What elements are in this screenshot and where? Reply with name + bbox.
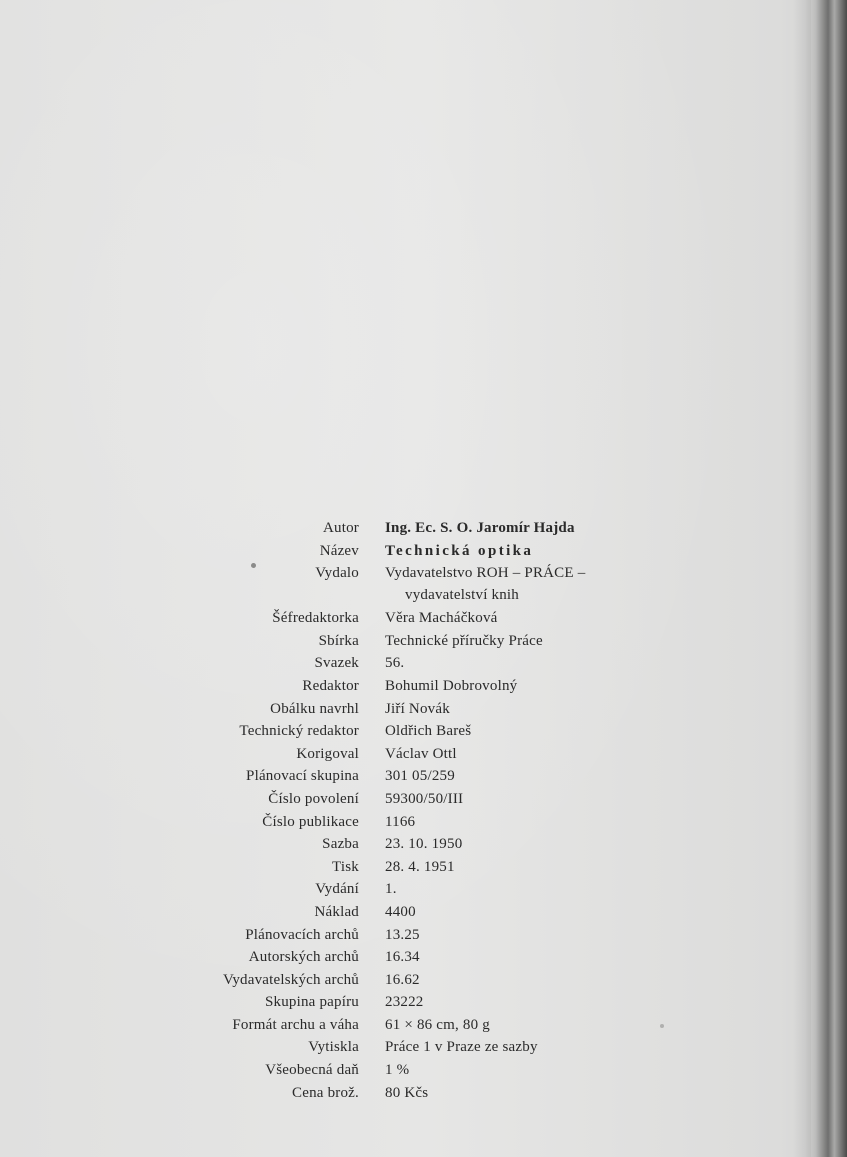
- imprint-value: Bohumil Dobrovolný: [385, 677, 518, 694]
- imprint-label: Cena brož.: [292, 1084, 359, 1101]
- imprint-label: Obálku navrhl: [270, 700, 359, 717]
- imprint-value: 301 05/259: [385, 768, 455, 785]
- imprint-row-print-date: [0, 856, 847, 879]
- imprint-label: Vytiskla: [308, 1039, 359, 1056]
- imprint-value: 13.25: [385, 926, 420, 943]
- imprint-label: Název: [319, 542, 359, 559]
- imprint-label: Skupina papíru: [264, 994, 359, 1011]
- imprint-row-paper-group: [0, 991, 847, 1014]
- imprint-value-line1: Vydavatelstvo ROH – PRÁCE –: [385, 565, 586, 582]
- imprint-row-volume: [0, 652, 847, 675]
- imprint-value: 61 × 86 cm, 80 g: [385, 1016, 490, 1033]
- imprint-label: Tisk: [332, 858, 359, 875]
- imprint-value: 23. 10. 1950: [385, 836, 463, 853]
- imprint-value: 80 Kčs: [385, 1084, 429, 1101]
- imprint-row-editor: [0, 675, 847, 698]
- imprint-row-planning-sheets: [0, 924, 847, 947]
- imprint-value: [385, 562, 685, 606]
- imprint-label: Vydalo: [315, 565, 359, 582]
- imprint-row-publisher: [0, 562, 847, 607]
- imprint-value: 1166: [385, 813, 416, 830]
- imprint-label: Redaktor: [302, 677, 359, 694]
- imprint-label: Vydání: [315, 881, 359, 898]
- imprint-label: Všeobecná daň: [265, 1062, 359, 1079]
- imprint-value: 28. 4. 1951: [385, 858, 455, 875]
- imprint-value: Ing. Ec. S. O. Jaromír Hajda: [385, 520, 575, 536]
- imprint-value: 16.62: [385, 971, 420, 988]
- imprint-row-print-run: [0, 901, 847, 924]
- imprint-label: Formát archu a váha: [232, 1016, 359, 1033]
- imprint-row-technical-editor: [0, 720, 847, 743]
- imprint-value-line2: vydavatelství knih: [405, 587, 519, 604]
- imprint-value: Věra Macháčková: [385, 610, 498, 627]
- imprint-row-planning-group: [0, 765, 847, 788]
- imprint-row-typesetting-date: [0, 833, 847, 856]
- imprint-value: 4400: [385, 903, 416, 920]
- imprint-row-cover-design: [0, 698, 847, 721]
- imprint-row-general-tax: [0, 1059, 847, 1082]
- imprint-label: Svazek: [314, 655, 359, 672]
- imprint-row-publisher-sheets: [0, 969, 847, 992]
- imprint-label: Číslo publikace: [262, 813, 359, 830]
- imprint-value: Jiří Novák: [385, 700, 450, 717]
- imprint-value: Práce 1 v Praze ze sazby: [385, 1039, 538, 1056]
- imprint-value: 1 %: [385, 1062, 410, 1079]
- imprint-row-editor-in-chief: [0, 607, 847, 630]
- imprint-value: Oldřich Bareš: [385, 723, 472, 740]
- imprint-value: Technické příručky Práce: [385, 632, 543, 649]
- imprint-row-sheet-format: [0, 1014, 847, 1037]
- imprint-label: Sazba: [322, 836, 359, 853]
- imprint-label: Sbírka: [318, 632, 359, 649]
- imprint-label: Šéfredaktorka: [272, 610, 359, 627]
- imprint-label: Korigoval: [296, 745, 359, 762]
- colophon-imprint: [0, 517, 847, 1104]
- imprint-row-author-sheets: [0, 946, 847, 969]
- imprint-label: Technický redaktor: [239, 723, 359, 740]
- imprint-label: Autor: [323, 520, 359, 536]
- imprint-label: Vydavatelských archů: [222, 971, 359, 988]
- imprint-label: Plánovacích archů: [245, 926, 359, 943]
- imprint-label: Číslo povolení: [268, 790, 359, 807]
- imprint-row-proofreader: [0, 743, 847, 766]
- imprint-row-permit-number: [0, 788, 847, 811]
- imprint-value: 59300/50/III: [385, 790, 464, 807]
- imprint-row-price: [0, 1082, 847, 1105]
- imprint-value: 1.: [385, 881, 397, 898]
- imprint-row-edition: [0, 878, 847, 901]
- imprint-value: Václav Ottl: [385, 745, 457, 762]
- imprint-value: Technická optika: [385, 542, 534, 559]
- imprint-label: Náklad: [314, 903, 359, 920]
- imprint-value: 56.: [385, 655, 405, 672]
- imprint-row-author: [0, 517, 847, 540]
- imprint-row-printer: [0, 1036, 847, 1059]
- imprint-row-series: [0, 630, 847, 653]
- imprint-label: Autorských archů: [248, 949, 359, 966]
- imprint-value: 23222: [385, 994, 424, 1011]
- imprint-label: Plánovací skupina: [246, 768, 359, 785]
- imprint-value: 16.34: [385, 949, 420, 966]
- imprint-row-title: [0, 540, 847, 563]
- imprint-row-publication-number: [0, 811, 847, 834]
